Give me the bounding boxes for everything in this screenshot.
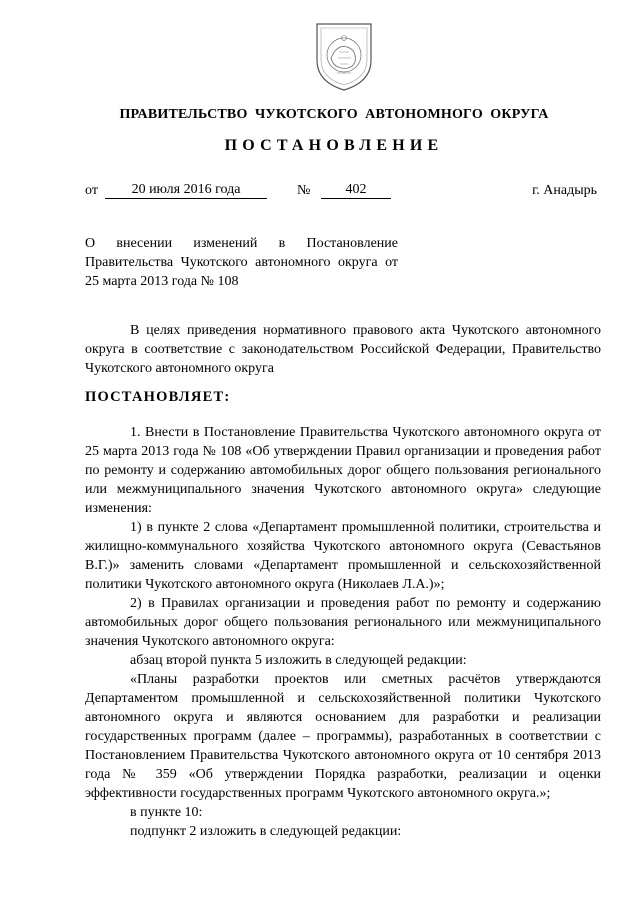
paragraph: подпункт 2 изложить в следующей редакции: bbox=[130, 824, 402, 839]
preamble bbox=[85, 321, 601, 378]
document-subject: О внесении изменений в Постановление Правительства Чукотского автономного округа от 25 марта 2013 года № 108 bbox=[85, 236, 398, 289]
preamble-text: В целях приведения нормативного правового акта Чукотского автономного округа в соответствие с законодательством Российской Федерации, Правительство Чукотского автономного округа bbox=[85, 323, 601, 376]
paragraph: «Планы разработки проектов или сметных расчётов утверждаются Департаментом промышленной и сельскохозяйственной политики Чукотского автономного округа и являются основанием для разработки и реализации государственных программ (далее – программы), разработанных в соответствии с Постановлением Правительства Чукотского автономного округа от 10 сентября 2013 года № 359 «Об утверждении Порядка разработки, реализации и оценки эффективности государственных программ Чукотского автономного округа.»; bbox=[85, 672, 601, 801]
document-type: ПОСТАНОВЛЕНИЕ bbox=[224, 137, 444, 154]
document-number: 402 bbox=[321, 181, 391, 199]
document-body bbox=[85, 423, 601, 841]
paragraph: в пункте 10: bbox=[130, 805, 203, 820]
resolves-heading: ПОСТАНОВЛЯЕТ: bbox=[85, 389, 231, 405]
document-date: 20 июля 2016 года bbox=[105, 181, 267, 199]
coat-of-arms-icon bbox=[311, 20, 377, 92]
paragraph: абзац второй пункта 5 изложить в следующей редакции: bbox=[130, 653, 467, 668]
city: г. Анадырь bbox=[532, 183, 597, 198]
number-prefix: № bbox=[297, 183, 311, 198]
paragraph: 1) в пункте 2 слова «Департамент промышленной политики, строительства и жилищно-коммунального хозяйства Чукотского автономного округа (Севастьянов В.Г.)» заменить словами «Департамент промышленной и сельскохозяйственной политики Чукотского автономного округа (Николаев Л.А.)»; bbox=[85, 520, 601, 592]
government-title: ПРАВИТЕЛЬСТВО ЧУКОТСКОГО АВТОНОМНОГО ОКРУГА bbox=[119, 107, 549, 122]
paragraph: 2) в Правилах организации и проведения работ по ремонту и содержанию автомобильных дорог общего пользования регионального или межмуниципального значения Чукотского автономного округа: bbox=[85, 596, 601, 649]
document-meta bbox=[85, 181, 597, 203]
date-prefix: от bbox=[85, 183, 98, 198]
paragraph: 1. Внести в Постановление Правительства Чукотского автономного округа от 25 марта 2013 года № 108 «Об утверждении Правил организации и проведения работ по ремонту и содержанию автомобильных дорог общего пользования регионального или межмуниципального значения Чукотского автономного округа» следующие изменения: bbox=[85, 425, 601, 516]
